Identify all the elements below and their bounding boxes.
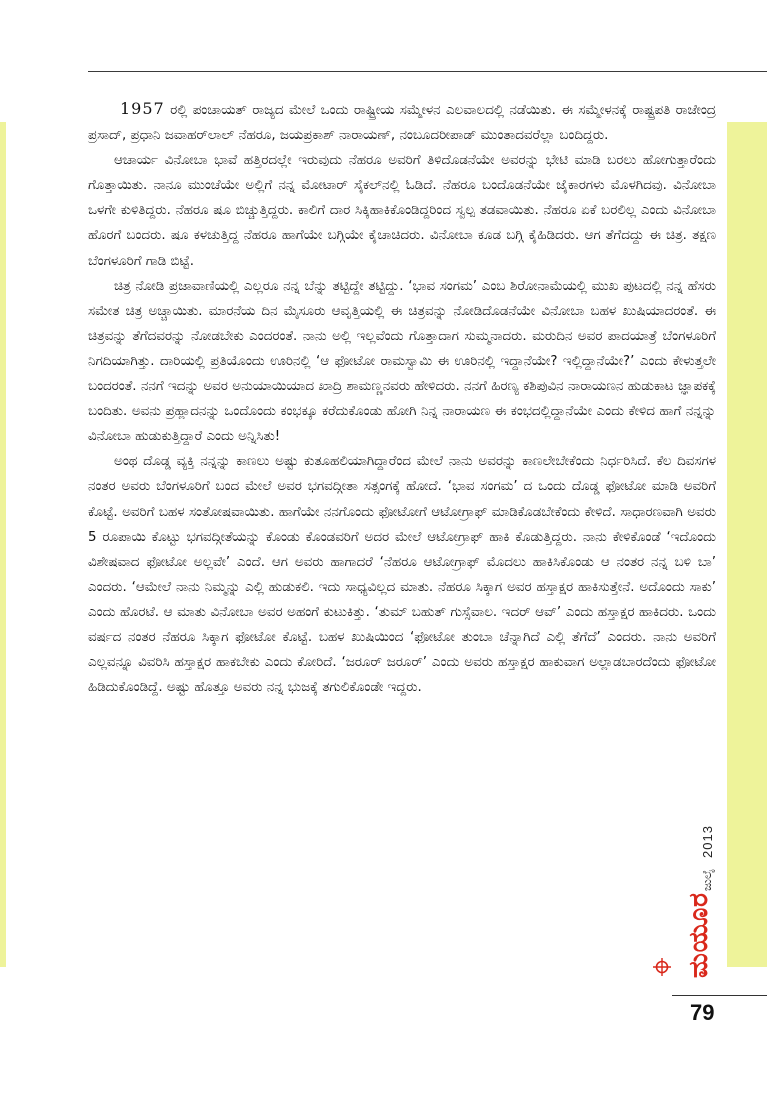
magazine-month: ಜುಲೈ (700, 868, 714, 891)
paragraph-4: ಅಂಥ ದೊಡ್ಡ ವ್ಯಕ್ತಿ ನನ್ನನ್ನು ಕಾಣಲು ಅಷ್ಟು ಕುತೂಹಲಿಯಾಗಿದ್ದಾರೆಂದ ಮೇಲೆ ನಾನು ಅವರನ್ನು ಕಾಣಲೇಬೇಕೆಂದು ನಿರ್ಧರಿಸಿದೆ. ಕೆಲ ದಿವಸಗಳ ನಂತರ ಅವರು ಬೆಂಗಳೂರಿಗೆ ಬಂದ ಮೇಲೆ ಅವರ ಭಗವದ್ಗೀತಾ ಸತ್ಸಂಗಕ್ಕೆ ಹೋದೆ. ‘ಭಾವ ಸಂಗಮ’ ದ ಒಂದು ದೊಡ್ಡ ಫೋಟೋ ಮಾಡಿ ಅವರಿಗೆ ಕೊಟ್ಟೆ. ಅವರಿಗೆ ಬಹಳ ಸಂತೋಷವಾಯಿತು. ಹಾಗೆಯೇ ನನಗೊಂದು ಫೋಟೋಗೆ ಆಟೋಗ್ರಾಫ್ ಮಾಡಿಕೊಡಬೇಕೆಂದು ಕೇಳಿದೆ. ಸಾಧಾರಣವಾಗಿ ಅವರು 5 ರೂಪಾಯಿ ಕೊಟ್ಟು ಭಗವದ್ಗೀತೆಯನ್ನು ಕೊಂಡು ಕೊಂಡವರಿಗೆ ಅದರ ಮೇಲೆ ಆಟೋಗ್ರಾಫ್ ಹಾಕಿ ಕೊಡುತ್ತಿದ್ದರು. ನಾನು ಕೇಳಿಕೊಂಡೆ ‘ಇದೊಂದು ವಿಶೇಷವಾದ ಫೋಟೋ ಅಲ್ಲವೇ’ ಎಂದೆ. ಆಗ ಅವರು ಹಾಗಾದರೆ ‘ನೆಹರೂ ಆಟೋಗ್ರಾಫ್ ಮೊದಲು ಹಾಕಿಸಿಕೊಂಡು ಆ ನಂತರ ನನ್ನ ಬಳಿ ಬಾ’ ಎಂದರು. ‘ಆಮೇಲೆ ನಾನು ನಿಮ್ಮನ್ನು ಎಲ್ಲಿ ಹುಡುಕಲಿ. ಇದು ಸಾಧ್ಯವಿಲ್ಲದ ಮಾತು. ನೆಹರೂ ಸಿಕ್ಕಾಗ ಅವರ ಹಸ್ತಾಕ್ಷರ ಹಾಕಿಸುತ್ತೇನೆ. ಅದೊಂದು ಸಾಕು’ ಎಂದು ಹೊರಟೆ. ಆ ಮಾತು ವಿನೋಬಾ ಅವರ ಅಹಂಗೆ ಕುಟುಕಿತ್ತು. ‘ತುಮ್ ಬಹುತ್ ಗುಸ್ಸೆವಾಲ. ಇದರ್ ಆವ್’ ಎಂದು ಹಸ್ತಾಕ್ಷರ ಹಾಕಿದರು. ಒಂದು ವರ್ಷದ ನಂತರ ನೆಹರೂ ಸಿಕ್ಕಾಗ ಫೋಟೋ ಕೊಟ್ಟೆ. ಬಹಳ ಖುಷಿಯಿಂದ ‘ಫೋಟೋ ತುಂಬಾ ಚೆನ್ನಾಗಿದೆ ಎಲ್ಲಿ ತೆಗೆದೆ’ ಎಂದರು. ನಾನು ಅವರಿಗೆ ಎಲ್ಲವನ್ನೂ ವಿವರಿಸಿ ಹಸ್ತಾಕ್ಷರ ಹಾಕಬೇಕು ಎಂದು ಕೋರಿದೆ. ‘ಜರೂರ್ ಜರೂರ್’ ಎಂದು ಅವರು ಹಸ್ತಾಕ್ಷರ ಹಾಕುವಾಗ ಅಲ್ಲಾಡಬಾರದೆಂದು ಫೋಟೋ ಹಿಡಿದುಕೊಂಡಿದ್ದೆ. ಅಷ್ಟು ಹೊತ್ತೂ ಅವರು ನನ್ನ ಭುಜಕ್ಕೆ ತಗುಲಿಕೊಂಡೇ ಇದ್ದರು. (88, 454, 716, 696)
magazine-year: 2013 (700, 825, 715, 858)
registration-mark-icon (653, 958, 671, 976)
paragraph-3: ಚಿತ್ರ ನೋಡಿ ಪ್ರಜಾವಾಣಿಯಲ್ಲಿ ಎಲ್ಲರೂ ನನ್ನ ಬೆನ್ನು ತಟ್ಟಿದ್ದೇ ತಟ್ಟಿದ್ದು. ‘ಭಾವ ಸಂಗಮ’ ಎಂಬ ಶಿರೋನಾಮೆಯಲ್ಲಿ ಮುಖ ಪುಟದಲ್ಲಿ ನನ್ನ ಹೆಸರು ಸಮೇತ ಚಿತ್ರ ಅಚ್ಚಾಯಿತು. ಮಾರನೆಯ ದಿನ ಮೈಸೂರು ಆವೃತ್ತಿಯಲ್ಲಿ ಈ ಚಿತ್ರವನ್ನು ನೋಡಿದೊಡನೆಯೇ ವಿನೋಬಾ ಬಹಳ ಖುಷಿಯಾದರಂತೆ. ಈ ಚಿತ್ರವನ್ನು ತೆಗೆದವರನ್ನು ನೋಡಬೇಕು ಎಂದರಂತೆ. ನಾನು ಅಲ್ಲಿ ಇಲ್ಲವೆಂದು ಗೊತ್ತಾದಾಗ ಸುಮ್ಮನಾದರು. ಮರುದಿನ ಅವರ ಪಾದಯಾತ್ರೆ ಬೆಂಗಳೂರಿಗೆ ನಿಗದಿಯಾಗಿತ್ತು. ದಾರಿಯಲ್ಲಿ ಪ್ರತಿಯೊಂದು ಊರಿನಲ್ಲಿ ‘ಆ ಫೋಟೋ ರಾಮಸ್ವಾಮಿ ಈ ಊರಿನಲ್ಲಿ ಇದ್ದಾನೆಯೇ? ಇಲ್ಲಿದ್ದಾನೆಯೇ?’ ಎಂದು ಕೇಳುತ್ತಲೇ ಬಂದರಂತೆ. ನನಗೆ ಇದನ್ನು ಅವರ ಅನುಯಾಯಿಯಾದ ಖಾದ್ರಿ ಶಾಮಣ್ಣನವರು ಹೇಳಿದರು. ನನಗೆ ಹಿರಣ್ಯ ಕಶಿಪುವಿನ ನಾರಾಯಣನ ಹುಡುಕಾಟ ಜ್ಞಾಪಕಕ್ಕೆ ಬಂದಿತು. ಅವನು ಪ್ರಹ್ಲಾದನನ್ನು ಒಂದೊಂದು ಕಂಭಕ್ಕೂ ಕರೆದುಕೊಂಡು ಹೋಗಿ ನಿನ್ನ ನಾರಾಯಣ ಈ ಕಂಭದಲ್ಲಿದ್ದಾನೆಯೇ ಎಂದು ಕೇಳಿದ ಹಾಗೆ ನನ್ನನ್ನು ವಿನೋಬಾ ಹುಡುಕುತ್ತಿದ್ದಾರೆ ಎಂದು ಅನ್ನಿಸಿತು! (88, 278, 716, 445)
left-color-band (0, 122, 6, 967)
paragraph-2: ಆಚಾರ್ಯ ವಿನೋಬಾ ಭಾವೆ ಹತ್ತಿರದಲ್ಲೇ ಇರುವುದು ನೆಹರೂ ಅವರಿಗೆ ತಿಳಿದೊಡನೆಯೇ ಅವರನ್ನು ಭೇಟಿ ಮಾಡಿ ಬರಲು ಹೋಗುತ್ತಾರೆಂದು ಗೊತ್ತಾಯಿತು. ನಾನೂ ಮುಂಚೆಯೇ ಅಲ್ಲಿಗೆ ನನ್ನ ಮೋಟಾರ್ ಸೈಕಲ್‌ನಲ್ಲಿ ಓಡಿದೆ. ನೆಹರೂ ಬಂದೊಡನೆಯೇ ಜೈಕಾರಗಳು ಮೊಳಗಿದವು. ವಿನೋಬಾ ಒಳಗೇ ಕುಳಿತಿದ್ದರು. ನೆಹರೂ ಷೂ ಬಿಚ್ಚುತ್ತಿದ್ದರು. ಕಾಲಿಗೆ ದಾರ ಸಿಕ್ಕಿಹಾಕಿಕೊಂಡಿದ್ದರಿಂದ ಸ್ವಲ್ಪ ತಡವಾಯಿತು. ನೆಹರೂ ಏಕೆ ಬರಲಿಲ್ಲ ಎಂದು ವಿನೋಬಾ ಹೊರಗೆ ಬಂದರು. ಷೂ ಕಳಚುತ್ತಿದ್ದ ನೆಹರೂ ಹಾಗೆಯೇ ಬಗ್ಗಿಯೇ ಕೈಚಾಚಿದರು. ವಿನೋಬಾ ಕೂಡ ಬಗ್ಗಿ ಕೈಹಿಡಿದರು. ಆಗ ತೆಗೆದದ್ದು ಈ ಚಿತ್ರ. ತಕ್ಷಣ ಬೆಂಗಳೂರಿಗೆ ಗಾಡಿ ಬಿಟ್ಟೆ. (88, 153, 716, 269)
paragraph-1-text: ರಲ್ಲಿ ಪಂಚಾಯತ್ ರಾಜ್ಯದ ಮೇಲೆ ಒಂದು ರಾಷ್ಟ್ರೀಯ ಸಮ್ಮೇಳನ ಎಲವಾಲದಲ್ಲಿ ನಡೆಯಿತು. ಈ ಸಮ್ಮೇಳನಕ್ಕೆ ರಾಷ್ಟ್ರಪತಿ ರಾಜೇಂದ್ರ ಪ್ರಸಾದ್, ಪ್ರಧಾನಿ ಜವಾಹರ್‌ಲಾಲ್ ನೆಹರೂ, ಜಯಪ್ರಕಾಶ್ ನಾರಾಯಣ್, ನಂಬೂದರೀಪಾಡ್ ಮುಂತಾದವರೆಲ್ಲಾ ಬಂದಿದ್ದರು. (88, 103, 716, 144)
top-rule (88, 71, 767, 72)
lead-year: 1957 (120, 99, 165, 118)
bottom-rule (672, 995, 767, 996)
magazine-logo: ಮಯೂರ (684, 892, 714, 978)
article-body (88, 96, 716, 700)
paragraph-1 (88, 96, 716, 148)
right-color-band (727, 122, 767, 967)
page-number: 79 (690, 1000, 715, 1025)
